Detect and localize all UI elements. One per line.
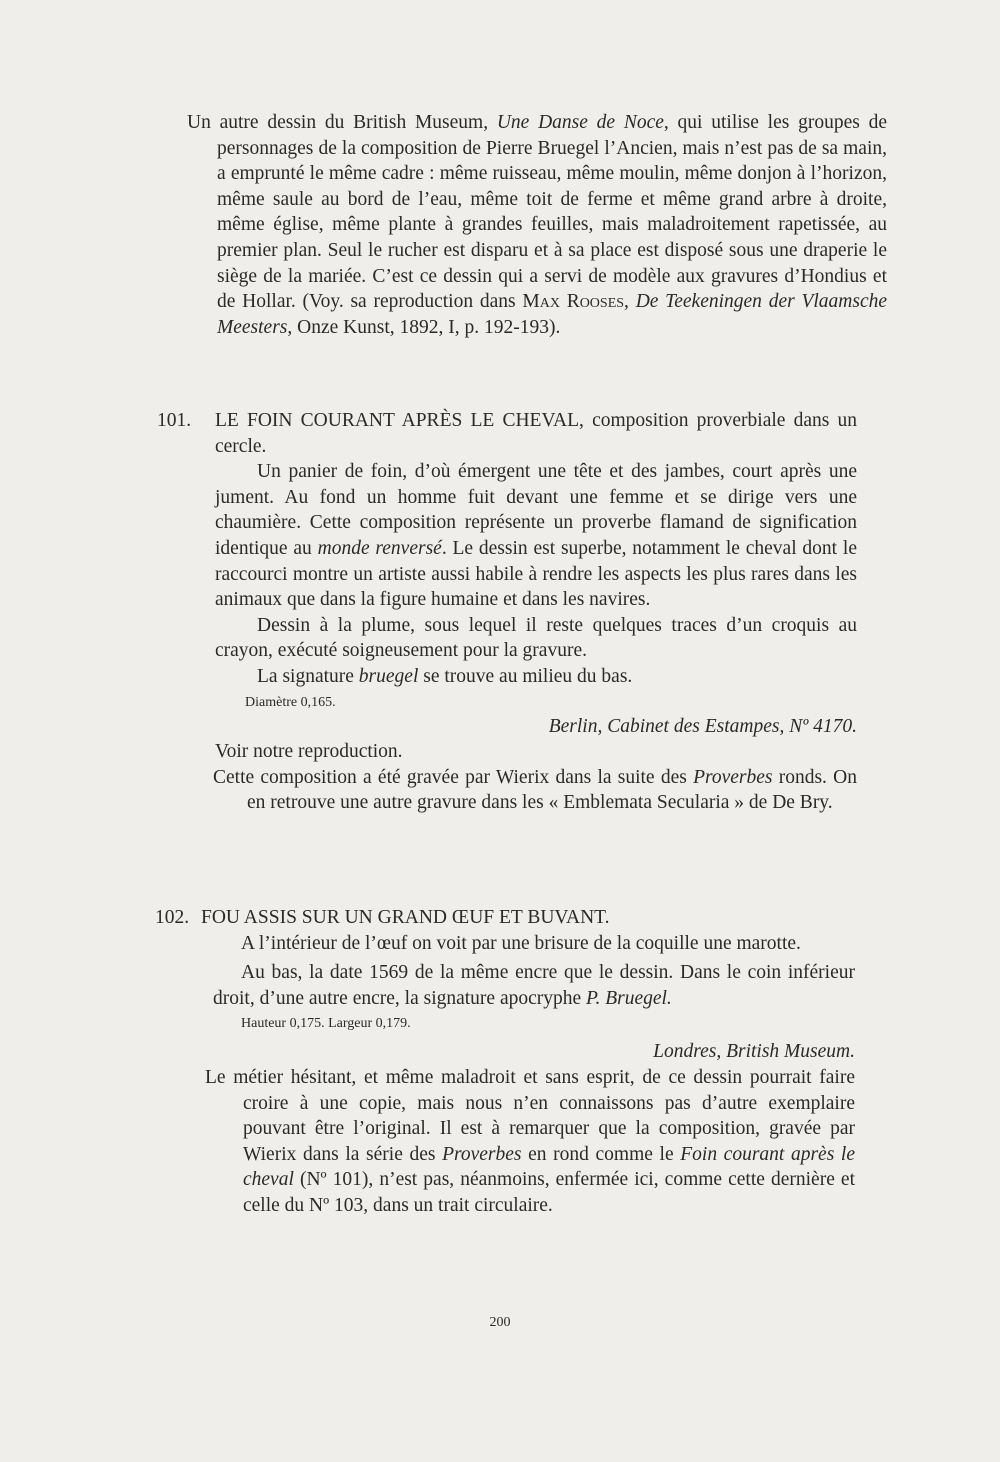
- intro-italic-book: De Teekeningen der Vlaamsche Meesters: [217, 291, 888, 338]
- entry-number: 101.: [157, 410, 192, 431]
- desc-text-2: . Le dessin est superbe, notamment le cheval dont le raccourci montre un artiste aussi habile à rendre les aspects les plus rares dans les animaux que dans la figure humaine et dans les navires.: [215, 537, 857, 611]
- entry-101-note: [157, 765, 857, 816]
- author-smallcaps: Max Rooses: [522, 291, 625, 313]
- note-text-2: en rond comme le: [521, 1143, 681, 1165]
- entry-title-rest: , composition proverbiale dans un cercle.: [215, 410, 857, 457]
- note-text: Cette composition a été gravée par Wierix dans la suite des: [213, 766, 694, 788]
- date-italic: P. Bruegel.: [586, 987, 672, 1009]
- entry-101-reproduction: Voir notre reproduction.: [215, 741, 403, 763]
- entry-101-location: Berlin, Cabinet des Estampes, Nº 4170.: [548, 715, 857, 737]
- entry-102-location: Londres, British Museum.: [653, 1041, 855, 1063]
- entry-101-dimensions: Diamètre 0,165.: [245, 694, 336, 710]
- note-italic: Proverbes: [693, 766, 773, 788]
- note-text-3: (Nº 101), n’est pas, néanmoins, enfermée ici, comme cette dernière et celle du Nº 103, dans un trait circulaire.: [243, 1169, 855, 1216]
- entry-101-repro-wrap: [157, 739, 857, 765]
- sig-italic: bruegel: [358, 665, 419, 687]
- entry-102-description: A l’intérieur de l’œuf on voit par une brisure de la coquille une marotte.: [241, 932, 801, 954]
- intro-italic-title: Une Danse de Noce: [496, 112, 664, 133]
- intro-text-2: , qui utilise les groupes de personnages de la composition de Pierre Bruegel l’Ancien, mais n’est pas de sa main, a emprunté le même cadre : même ruisseau, même moulin, même donjon à l’horizon, même saule au bord de l’eau, même toit de ferme et même grand arbre à droite, même église, même plante à grandes feuilles, mais maladroitement rapetissée, au premier plan. Seul le rucher est disparu et à sa place est disposé sous une draperie le siège de la mariée. C’est ce dessin qui a servi de modèle aux gravures d’Hondius et de Hollar. (Voy. sa reproduction dans: [217, 112, 887, 313]
- sig-text: La signature: [257, 665, 359, 687]
- sig-text-2: se trouve au milieu du bas.: [418, 665, 633, 687]
- page-number: 200: [489, 1315, 511, 1330]
- entry-number: 102.: [155, 907, 190, 928]
- entry-101-signature: [215, 664, 857, 690]
- entry-102-heading: [155, 905, 855, 931]
- entry-102-note: [155, 1065, 855, 1219]
- entry-101-description: [215, 459, 857, 613]
- intro-text-end: , Onze Kunst, 1892, I, p. 192-193).: [287, 316, 561, 338]
- date-text: Au bas, la date 1569 de la même encre que le dessin. Dans le coin inférieur droit, d’une autre encre, la signature apocryphe: [213, 962, 855, 1009]
- entry-101-heading: [157, 408, 857, 459]
- entry-102: [155, 905, 855, 1219]
- entry-title: FOU ASSIS SUR UN GRAND ŒUF ET BUVANT.: [201, 907, 610, 928]
- entry-title: LE FOIN COURANT APRÈS LE CHEVAL: [215, 410, 580, 431]
- entry-102-dimensions: Hauteur 0,175. Largeur 0,179.: [241, 1016, 411, 1032]
- intro-text: Un autre dessin du British Museum,: [187, 112, 497, 133]
- note-text: Le métier hésitant, et même maladroit et sans esprit, de ce dessin pourrait faire croire à une copie, mais nous n’en connaissons pas d’autre exemplaire pouvant être l’original. Il est à remarquer que la composition, gravée par Wierix dans la série des: [205, 1066, 855, 1165]
- entry-101-technique: Dessin à la plume, sous lequel il reste quelques traces d’un croquis au crayon, exécuté soigneusement pour la gravure.: [215, 614, 857, 662]
- desc-italic: monde renversé: [317, 537, 442, 559]
- note-italic: Proverbes: [442, 1143, 522, 1165]
- note-text-2: ronds. On en retrouve une autre gravure dans les « Emblemata Secularia » de De Bry.: [247, 766, 857, 814]
- intro-sep: ,: [624, 291, 636, 313]
- entry-102-date: [213, 960, 855, 1011]
- intro-paragraph: [187, 110, 887, 340]
- note-italic-2: Foin courant après le cheval: [243, 1143, 855, 1191]
- desc-text: Un panier de foin, d’où émergent une tête et des jambes, court après une jument. Au fond un homme fuit devant une femme et se dirige vers une chaumière. Cette composition représente un proverbe flamand de signification identique au: [215, 461, 857, 559]
- entry-101: [157, 408, 857, 816]
